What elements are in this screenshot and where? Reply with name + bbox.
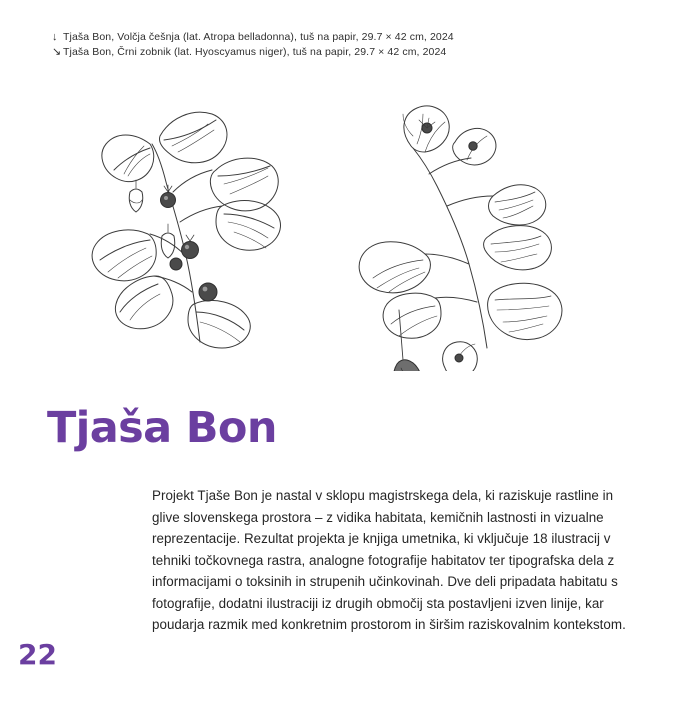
- illustration-block: [52, 96, 652, 371]
- botanical-illustration-belladonna: [72, 96, 297, 371]
- caption-line: [52, 30, 652, 45]
- page-title: Tjaša Bon: [47, 403, 277, 453]
- caption-text: Tjaša Bon, Črni zobnik (lat. Hyoscyamus niger), tuš na papir, 29.7 × 42 cm, 2024: [63, 46, 447, 58]
- caption-text: Tjaša Bon, Volčja češnja (lat. Atropa belladonna), tuš na papir, 29.7 × 42 cm, 2024: [63, 31, 454, 43]
- page-number: 22: [18, 638, 57, 671]
- caption-line: [52, 45, 652, 60]
- arrow-down-icon: ↓: [52, 31, 58, 43]
- botanical-illustration-hyoscyamus: [337, 96, 577, 371]
- arrow-down-right-icon: ↘: [52, 46, 62, 58]
- figure-captions: [52, 30, 652, 60]
- body-paragraph: Projekt Tjaše Bon je nastal v sklopu magistrskega dela, ki raziskuje rastline in glive slovenskega prostora – z vidika habitata, kemičnih lastnosti in vizualne reprezentacije. Rezultat projekta je knjiga umetnika, ki vključuje 18 ilustracij v tehniki točkovnega rastra, analogne fotografije habitatov ter tipografska dela z informacijami o toksinih in strupenih učinkovinah. Dve deli pripadata habitatu s fotografije, dodatni ilustraciji iz drugih območij sta postavljeni izven linije, kar poudarja razmik med konkretnim prostorom in širšim raziskovalnim kontekstom.: [152, 488, 626, 633]
